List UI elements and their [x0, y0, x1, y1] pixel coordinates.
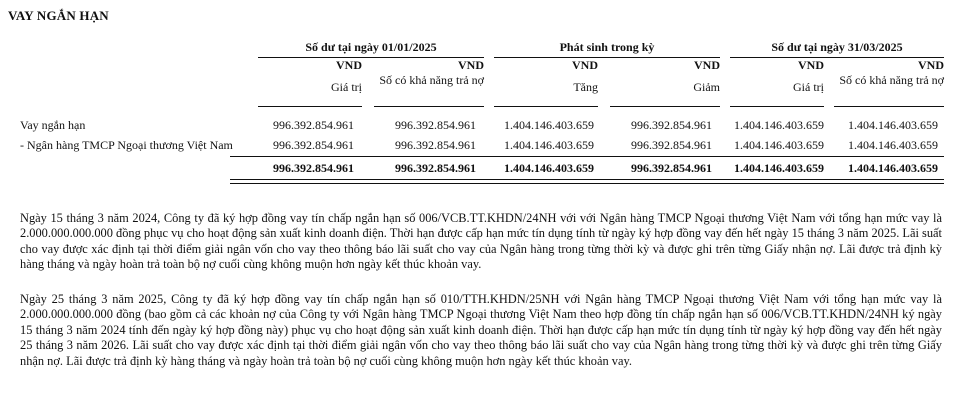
- column-header-repayable: Số có khả năng trả nợ: [379, 73, 484, 87]
- table-cell: 996.392.854.961: [395, 118, 476, 132]
- total-cell: 1.404.146.403.659: [848, 161, 938, 175]
- table-cell: 1.404.146.403.659: [504, 118, 594, 132]
- loan-note-paragraph-2: Ngày 25 tháng 3 năm 2025, Công ty đã ký hợp đồng vay tín chấp ngắn hạn số 010/TTH.KHDN/25NH với Ngân hàng TMCP Ngoại thương Việt Nam với tổng hạn mức vay là 2.000.000.000.000 đồng (bao gồm cả các khoản nợ của Công ty với Ngân hàng TMCP Ngoại thương Việt Nam theo hợp đồng tín chấp ngắn hạn số 006/VCB.TT.KHDN/24NH ký ngày 15 tháng 3 năm 2024 tính đến ngày ký hợp đồng này) phục vụ cho hoạt động sản xuất kinh doanh điện. Thời hạn được cấp hạn mức tín dụng tính từ ngày ký hợp đồng vay đến hết ngày 25 tháng 3 năm 2026. Lãi suất cho vay được xác định tại thời điểm giải ngân vốn cho vay theo thông báo lãi suất cho vay của Ngân hàng trong từng thời kỳ và được ghi trên từng Giấy nhận nợ. Lãi được trả định kỳ hàng tháng và ngày hoàn trả toàn bộ nợ cuối cùng không muộn hơn ngày kết thúc khoản vay.: [20, 292, 942, 368]
- header-rule: [730, 106, 824, 107]
- table-cell: 996.392.854.961: [631, 138, 712, 152]
- row-label: Vay ngắn hạn: [20, 118, 86, 132]
- table-cell: 996.392.854.961: [631, 118, 712, 132]
- group-header-opening-balance: Số dư tại ngày 01/01/2025: [258, 40, 484, 58]
- header-rule: [610, 106, 720, 107]
- column-unit: VND: [336, 58, 362, 72]
- total-double-rule: [230, 179, 944, 184]
- header-rule: [494, 106, 598, 107]
- loan-note-paragraph-1: Ngày 15 tháng 3 năm 2024, Công ty đã ký hợp đồng vay tín chấp ngắn hạn số 006/VCB.TT.KHDN/24NH với với Ngân hàng TMCP Ngoại thương Việt Nam với tổng hạn mức vay là 2.000.000.000.000 đồng phục vụ cho hoạt động sản xuất kinh doanh điện. Thời hạn được cấp hạn mức tín dụng tính từ ngày ký hợp đồng vay đến hết ngày 15 tháng 3 năm 2025. Lãi suất cho vay được xác định tại thời điểm giải ngân vốn cho vay theo thông báo lãi suất cho vay của Ngân hàng trong từng thời kỳ và được ghi trên từng Giấy nhận nợ. Lãi được trả định kỳ hàng tháng và ngày hoàn trả toàn bộ nợ cuối cùng không muộn hơn ngày kết thúc khoản vay.: [20, 211, 942, 272]
- total-cell: 1.404.146.403.659: [504, 161, 594, 175]
- total-cell: 996.392.854.961: [631, 161, 712, 175]
- column-header-value: Giá trị: [331, 80, 362, 94]
- row-label: - Ngân hàng TMCP Ngoại thương Việt Nam: [20, 138, 233, 152]
- column-header-value: Giá trị: [793, 80, 824, 94]
- group-header-closing-balance: Số dư tại ngày 31/03/2025: [730, 40, 944, 58]
- group-header-movement: Phát sinh trong kỳ: [494, 40, 720, 58]
- column-header-repayable: Số có khả năng trả nợ: [839, 73, 944, 87]
- table-cell: 1.404.146.403.659: [848, 118, 938, 132]
- header-rule: [258, 106, 362, 107]
- table-cell: 1.404.146.403.659: [734, 118, 824, 132]
- column-unit: VND: [918, 58, 944, 72]
- column-header-increase: Tăng: [573, 80, 598, 94]
- table-cell: 996.392.854.961: [273, 138, 354, 152]
- column-unit: VND: [572, 58, 598, 72]
- total-cell: 996.392.854.961: [273, 161, 354, 175]
- table-cell: 1.404.146.403.659: [504, 138, 594, 152]
- total-cell: 996.392.854.961: [395, 161, 476, 175]
- column-unit: VND: [798, 58, 824, 72]
- total-rule: [230, 156, 944, 157]
- column-header-decrease: Giảm: [693, 80, 720, 94]
- column-unit: VND: [458, 58, 484, 72]
- table-cell: 996.392.854.961: [273, 118, 354, 132]
- table-cell: 1.404.146.403.659: [848, 138, 938, 152]
- total-cell: 1.404.146.403.659: [734, 161, 824, 175]
- table-cell: 996.392.854.961: [395, 138, 476, 152]
- short-term-loan-table: [20, 38, 944, 188]
- header-rule: [374, 106, 484, 107]
- header-rule: [834, 106, 944, 107]
- table-cell: 1.404.146.403.659: [734, 138, 824, 152]
- section-title: VAY NGẮN HẠN: [8, 8, 109, 23]
- column-unit: VND: [694, 58, 720, 72]
